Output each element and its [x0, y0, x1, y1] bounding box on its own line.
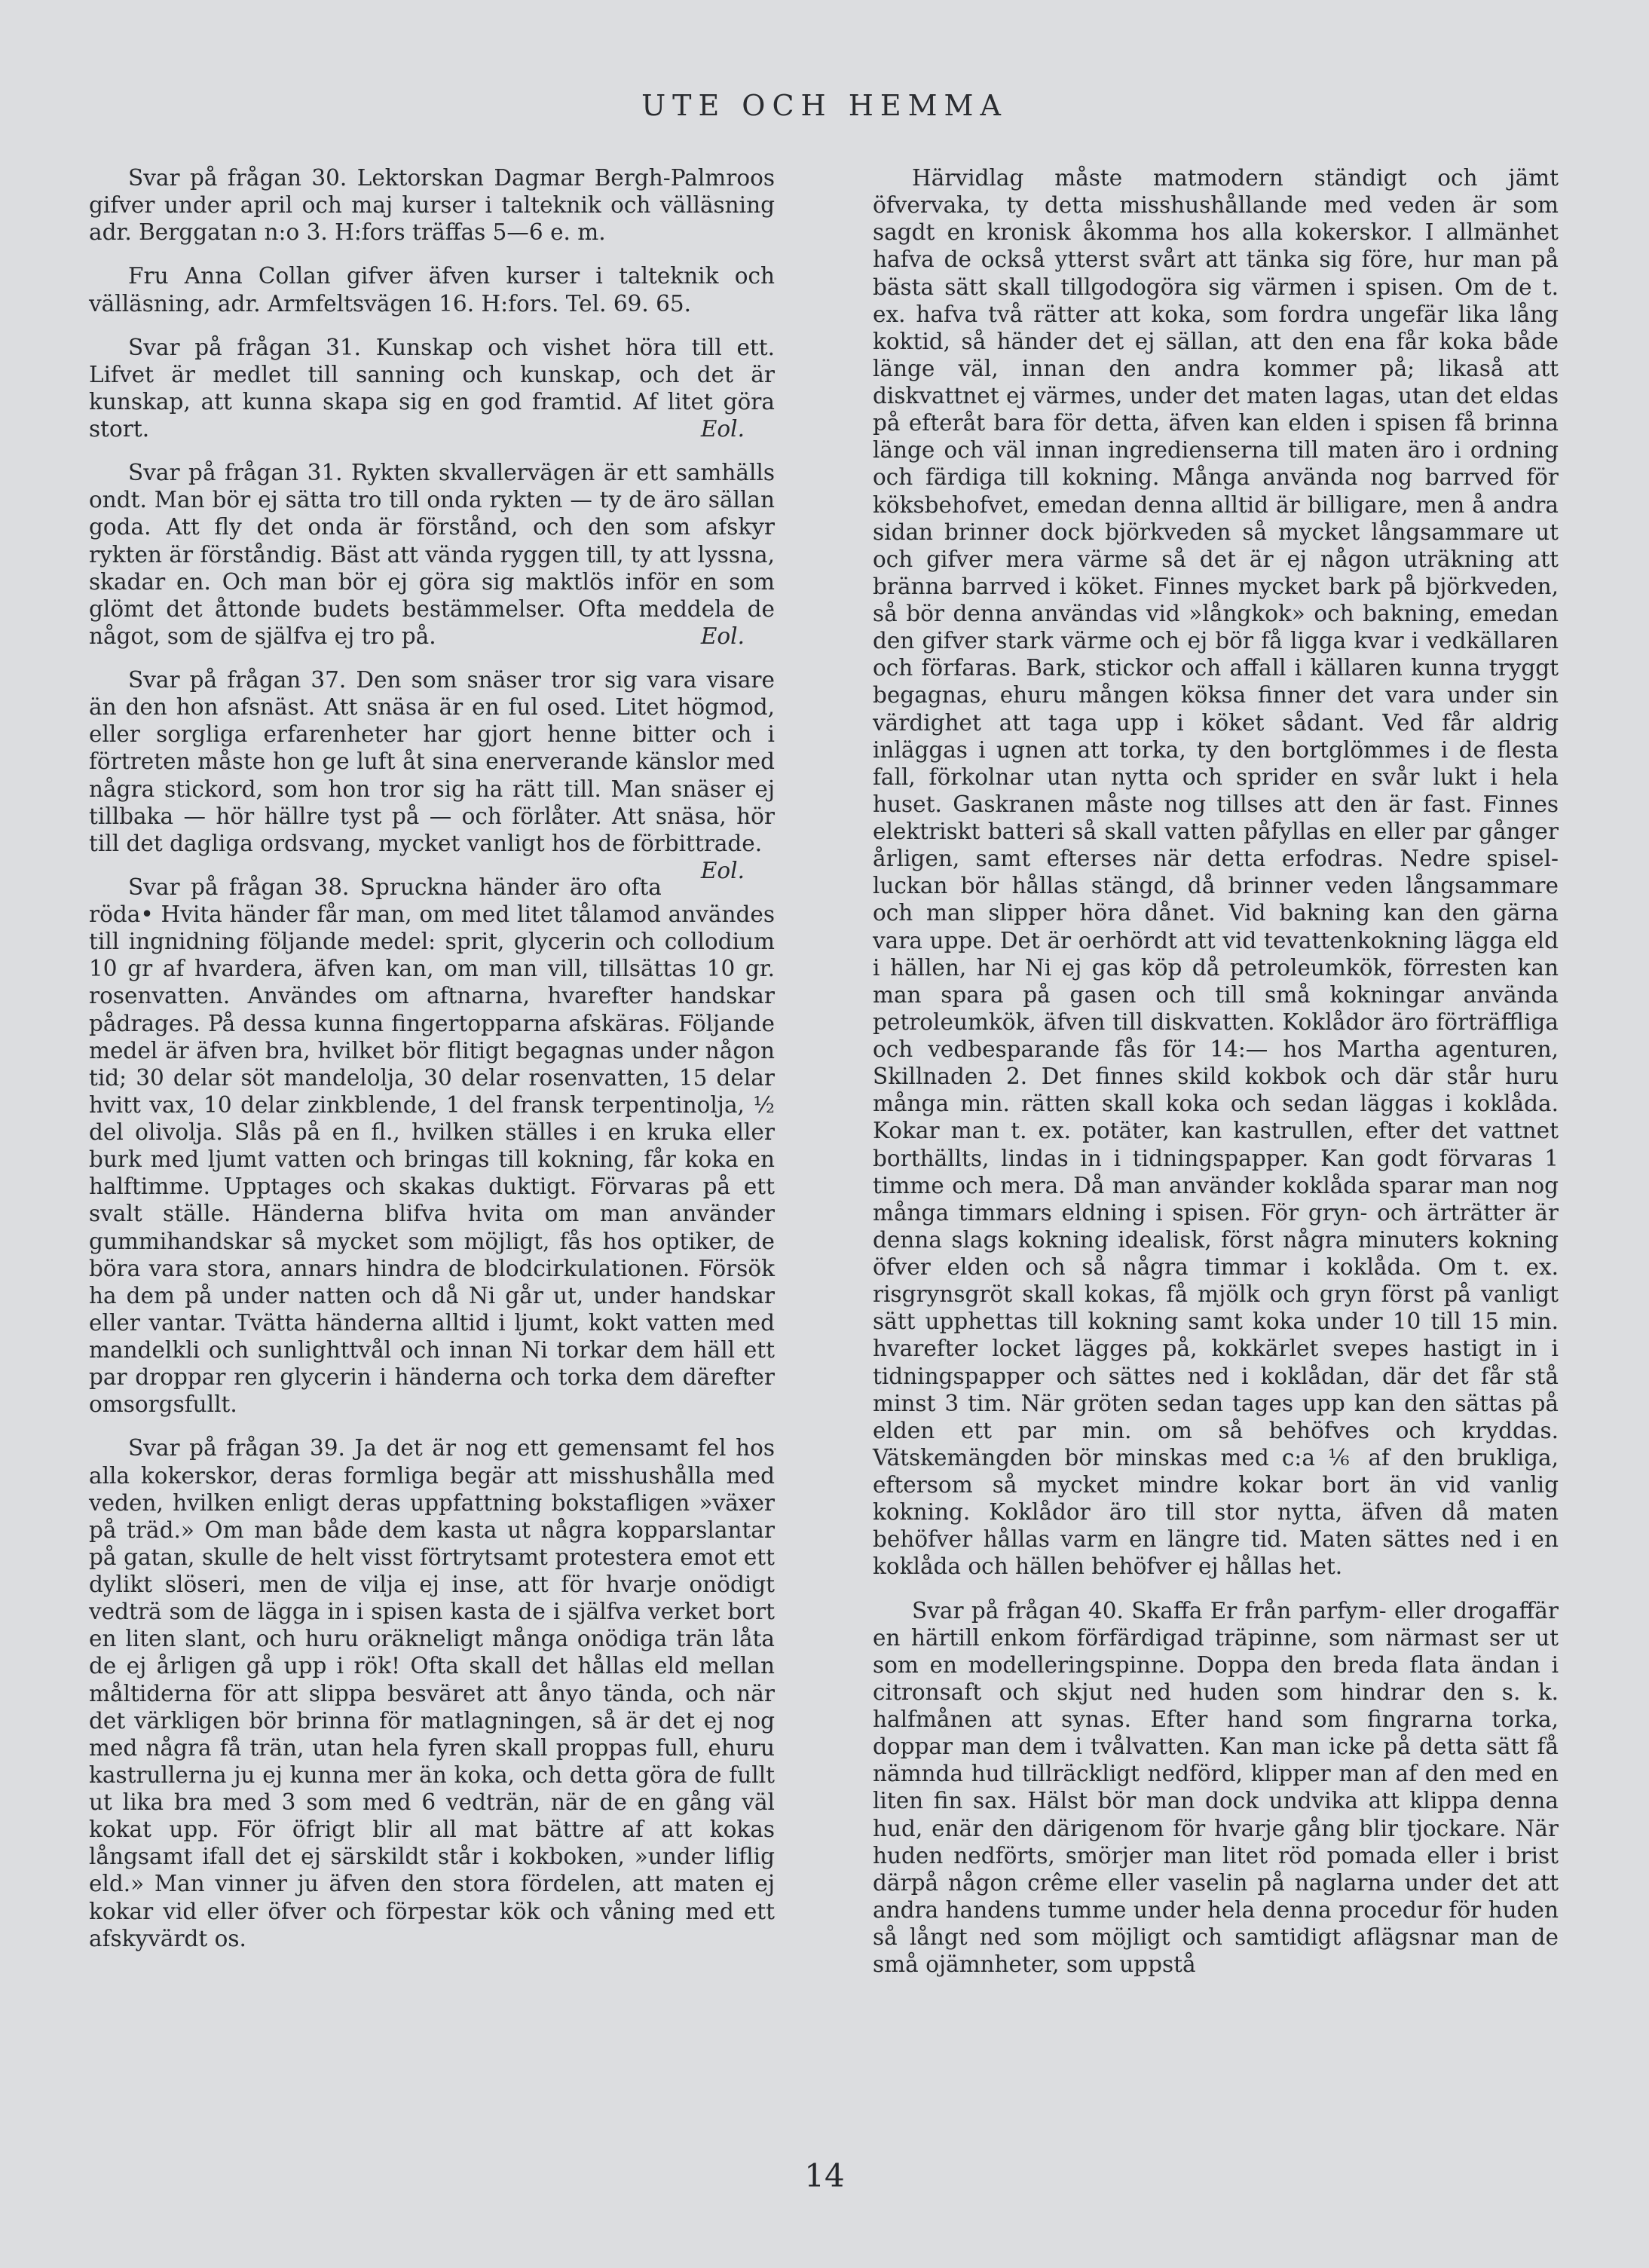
signature: Eol. — [700, 857, 745, 883]
answer-30-continuation: Fru Anna Collan gifver äfven kurser i talteknik och välläsning, adr. Armfeltsvägen 16. H:fors. Tel. 69. 65. — [89, 263, 775, 317]
answer-37-text: Svar på frågan 37. Den som snäser tror sig vara visare än den hon afsnäst. Att snäsa är en ful osed. Litet högmod, eller sorgliga erfarenheter har gjort henne bitter och i förtreten måste hon ge luft åt sina enerverande känslor med några stickord, som hon tror sig ha rätt till. Man snäser ej tillbaka — hör hällre tyst på — och förlåter. Att snäsa, hör till det dagliga ordsvang, mycket vanligt hos de förbittrade. — [89, 667, 775, 856]
answer-38-paragraph: Svar på frågan 38. Spruckna händer äro ofta röda• Hvita händer får man, om med litet tålamod användes till ingnidning följande medel: sprit, glycerin och collodium 10 gr af hvardera, äfven kan, om man vill, tillsättas 10 gr. rosenvatten. Användes om aftnarna, hvarefter handskar pådrages. På dessa kunna fingertopparna afskäras. Följande medel är äfven bra, hvilket bör flitigt begagnas under någon tid; 30 delar söt mandelolja, 30 delar rosenvatten, 15 delar hvitt vax, 10 delar zinkblende, 1 del fransk terpentinolja, ½ del olivolja. Slås på en fl., hvilken ställes i en kruka eller burk med ljumt vatten och bringas till kokning, får koka en halftimme. Upptages och skakas duktigt. Förvaras på ett svalt ställe. Händerna blifva hvita om man använder gummihandskar så mycket som möjligt, fås hos optiker, de böra vara stora, annars hindra de blodcirkulationen. Försök ha dem på under natten och då Ni går ut, under handskar eller vantar. Tvätta händerna alltid i ljumt, kokt vatten med mandelkli och sunlighttvål och innan Ni torkar dem häll ett par droppar ren glycerin i händerna och torka dem därefter omsorgsfullt. — [89, 874, 775, 1418]
signature: Eol. — [700, 623, 745, 649]
left-column — [89, 164, 775, 1969]
signature: Eol. — [700, 416, 745, 442]
answer-31-b-paragraph — [89, 459, 775, 650]
answer-31-b-text: Svar på frågan 31. Rykten skvallervägen är ett samhälls ondt. Man bör ej sätta tro till onda rykten — ty de äro sällan goda. Att fly det onda är förstånd, och den som afskyr rykten är förståndig. Bäst att vända ryggen till, ty att lyssna, skadar en. Och man bör ej göra sig maktlös inför en som glömt det åttonde budets bestämmelser. Ofta meddela de något, som de själfva ej tro på. — [89, 460, 775, 649]
right-column — [873, 164, 1559, 1994]
answer-30-paragraph: Svar på frågan 30. Lektorskan Dagmar Bergh-Palmroos gifver under april och maj kurser i talteknik och välläsning adr. Berggatan n:o 3. H:fors träffas 5—6 e. m. — [89, 165, 775, 246]
answer-39-paragraph: Svar på frågan 39. Ja det är nog ett gemensamt fel hos alla kokerskor, deras formliga begär att misshushålla med veden, hvilken enligt deras uppfattning bokstafligen »växer på träd.» Om man både dem kasta ut några kopparslantar på gatan, skulle de helt visst förtrytsamt protestera emot ett dylikt slöseri, men de vilja ej inse, att för hvarje onödigt vedträ som de lägga in i spisen kasta de i själfva verket bort en liten slant, och huru oräkneligt många onödiga trän låta de ej årligen gå upp i rök! Ofta skall det hållas eld mellan måltiderna för att slippa besväret att ånyo tända, och när det värkligen bör brinna för matlagningen, så är det ej nog med några få trän, utan hela fyren skall proppas full, ehuru kastrullerna ju ej kunna mer än koka, och detta göra de fullt ut lika bra med 3 som med 6 vedträn, när de en gång väl kokat upp. För öfrigt blir all mat bättre af att kokas långsamt ifall det ej särskildt står i kokboken, »under liflig eld.» Man vinner ju äfven den stora fördelen, att maten ej kokar vid eller öfver och förpestar kök och våning med ett afskyvärdt os. — [89, 1435, 775, 1951]
page-number: 14 — [804, 2157, 845, 2194]
answer-37-paragraph — [89, 666, 775, 883]
answer-39-continuation: Härvidlag måste matmodern ständigt och jämt öfvervaka, ty detta misshushållande med veden är som sagdt en kronisk åkomma hos alla kokerskor. I allmänhet hafva de också ytterst svårt att tänka sig före, hur man på bästa sätt skall tillgodogöra sig värmen i spisen. Om de t. ex. hafva två rätter att koka, som fordra ungefär lika lång koktid, så händer det ej sällan, att den ena får koka både länge väl, innan den andra kommer på; likaså att diskvattnet ej värmes, under det maten lagas, utan det eldas på efteråt bara för detta, äfven kan elden i spisen få brinna länge och väl innan ingredienserna till maten äro i ordning och färdiga till kokning. Många använda nog barrved för köksbehofvet, emedan denna alltid är billigare, men å andra sidan brinner dock björkveden så mycket långsammare ut och gifver mera värme så det är ej någon uträkning att bränna barrved i köket. Finnes mycket bark på björkveden, så bör denna användas vid »långkok» och bakning, emedan den gifver stark värme och ej bör få ligga kvar i vedkällaren och förfaras. Bark, stickor och affall i källaren kunna tryggt begagnas, ehuru mången köksa finner det vara under sin värdighet att taga upp i köket sådant. Ved får aldrig inläggas i ugnen att torka, ty den bortglömmes i de flesta fall, förkolnar utan nytta och sprider en svår lukt i hela huset. Gaskranen måste nog tillses att den är fast. Finnes elektriskt batteri så skall vatten påfyllas en eller par gånger årligen, samt efterses när detta erfodras. Nedre spiselluckan bör hållas stängd, då brinner veden långsammare och man slipper höra dånet. Vid bakning kan den gärna vara uppe. Det är oerhördt att vid tevattenkokning lägga eld i hällen, har Ni ej gas köp då petroleumkök, förresten kan man spara på gasen och till små kokningar använda petroleumkök, äfven till diskvatten. Koklådor äro förträffliga och vedbesparande fås för 14:— hos Martha agenturen, Skillnaden 2. Det finnes skild kokbok och där står huru många min. rätten skall koka och sedan läggas i koklåda. Kokar man t. ex. potäter, kan kastrullen, efter det vattnet borthällts, lindas in i tidningspapper. Kan godt förvaras 1 timme och mera. Då man använder koklåda sparar man nog många timmars eldning i spisen. För gryn- och ärträtter är denna slags kokning idealisk, först några minuters kokning öfver elden och så några timmar i koklåda. Om t. ex. risgrynsgröt skall kokas, få mjölk och gryn först på vanligt sätt upphettas till kokning samt koka under 10 till 15 min. hvarefter locket lägges på, kokkärlet svepes hastigt in i tidningspapper och sättes ned i koklådan, där det får stå minst 3 tim. När gröten sedan tages upp kan den sättas på elden ett par min. om så behöfves och kryddas. Vätskemängden bör minskas med c:a ⅙ af den brukliga, eftersom så mycket mindre kokar bort än vid vanlig kokning. Koklådor äro till stor nytta, äfven då maten behöfver hållas varm en längre tid. Maten sättes ned i en koklåda och hällen behöfver ej hållas het. — [873, 165, 1559, 1580]
running-header: UTE OCH HEMMA — [641, 89, 1008, 122]
answer-40-paragraph: Svar på frågan 40. Skaffa Er från parfym- eller drogaffär en härtill enkom förfärdigad träpinne, som närmast ser ut som en modelleringspinne. Doppa den breda flata ändan i citronsaft och skjut ned huden som hindrar den s. k. halfmånen att synas. Efter hand som fingrarna torka, doppar man dem i tvålvatten. Kan man icke på detta sätt få nämnda hud tillräckligt nedförd, klipper man af den med en liten fin sax. Hälst bör man dock undvika att klippa denna hud, enär den därigenom för hvarje gång blir tjockare. När huden nedförts, smörjer man litet röd pomada eller i brist därpå någon crême eller vaselin på naglarna under det att andra handens tumme under hela denna procedur för huden så långt ned som möjligt och samtidigt aflägsnar man de små ojämnheter, som uppstå — [873, 1597, 1559, 1978]
answer-31-a-text: Svar på frågan 31. Kunskap och vishet höra till ett. Lifvet är medlet till sanning och kunskap, och det är kunskap, att kunna skapa sig en god framtid. Af litet göra stort. — [89, 334, 775, 442]
answer-31-a-paragraph — [89, 334, 775, 443]
